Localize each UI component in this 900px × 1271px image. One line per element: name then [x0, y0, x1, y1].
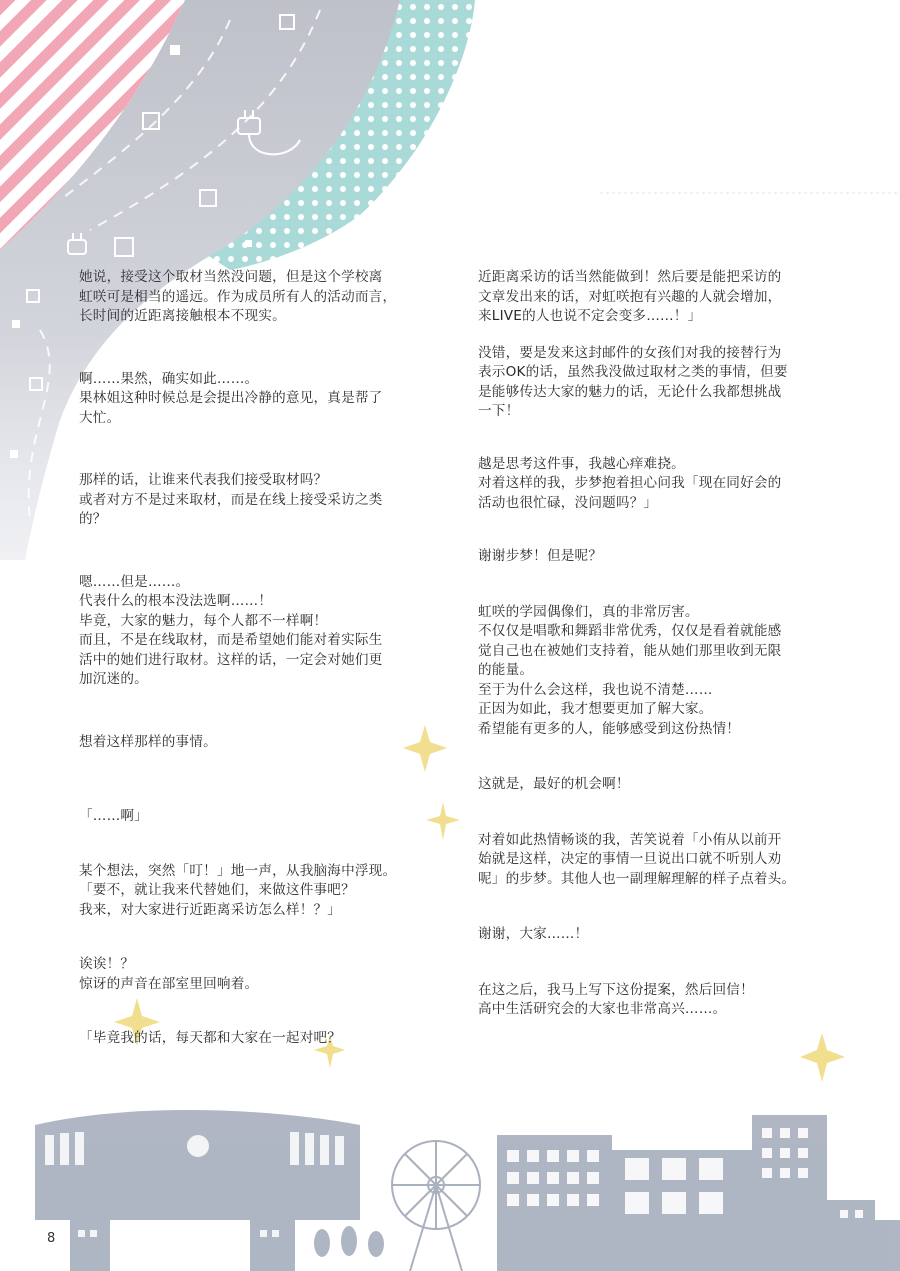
paragraph: 想着这样那样的事情。: [79, 733, 217, 750]
paragraph: 啊……果然，确实如此……。 果林姐这种时候总是会提出冷静的意见，真是帮了 大忙。: [79, 370, 383, 426]
paragraph: 越是思考这件事，我越心痒难挠。 对着这样的我，步梦抱着担心问我「现在同好会的 活动也很忙碌，没问题吗？」: [478, 455, 782, 511]
page-number: 8: [47, 1231, 56, 1246]
paragraph: 近距离采访的话当然能做到！然后要是能把采访的 文章发出来的话，对虹咲抱有兴趣的人就会增加， 来LIVE的人也说不定会变多……！」: [478, 269, 782, 324]
paragraph: 某个想法，突然「叮！」地一声，从我脑海中浮现。 「要不，就让我来代替她们，来做这件事吧？ 我来，对大家进行近距离采访怎么样！？」: [79, 862, 397, 918]
sparkle-icon: [426, 802, 460, 840]
paragraph: 「……啊」: [79, 808, 148, 824]
paragraph: 谢谢，大家……！: [478, 926, 589, 942]
paragraph: 诶诶！？ 惊讶的声音在部室里回响着。: [79, 956, 259, 992]
paragraph: 对着如此热情畅谈的我，苦笑说着「小侑从以前开 始就是这样，决定的事情一旦说出口就不听别人劝 呢」的步梦。其他人也一副理解理解的样子点着头。: [478, 831, 796, 887]
city-skyline-illustration: [0, 1100, 900, 1271]
paragraph: 谢谢步梦！但是呢？: [478, 548, 603, 564]
paragraph: 「毕竟我的话，每天都和大家在一起对吧？: [79, 1030, 342, 1046]
sparkle-icon: [800, 1033, 845, 1082]
paragraph: 没错，要是发来这封邮件的女孩们对我的接替行为 表示OK的话，虽然我没做过取材之类的事情，但要 是能够传达大家的魅力的话，无论什么我都想挑战 一下！: [478, 344, 788, 419]
paragraph: 虹咲的学园偶像们，真的非常厉害。 不仅仅是唱歌和舞蹈非常优秀，仅仅是看着就能感 觉自己也在被她们支持着，能从她们那里收到无限 的能量。 至于为什么会这样，我也说不清楚…… 正因为如此，我才想要更加了解大家。 希望能有更多的人，能够感受到这份热情！: [478, 603, 782, 737]
paragraph: 她说，接受这个取材当然没问题，但是这个学校离 虹咲可是相当的遥远。作为成员所有人的活动而言， 长时间的近距离接触根本不现实。: [79, 269, 397, 324]
right-text-column: [478, 268, 823, 1020]
paragraph: 这就是，最好的机会啊！: [478, 776, 630, 792]
paragraph: 在这之后，我马上写下这份提案，然后回信！ 高中生活研究会的大家也非常高兴……。: [478, 981, 754, 1017]
ferris-wheel-icon: [392, 1141, 480, 1271]
left-text-column: [79, 268, 424, 1049]
paragraph: 那样的话，让谁来代表我们接受取材吗？ 或者对方不是过来取材，而是在线上接受采访之类 的？: [79, 472, 383, 527]
paragraph: 嗯……但是……。 代表什么的根本没法选啊……！ 毕竟，大家的魅力，每个人都不一样啊！ 而且，不是在线取材，而是希望她们能对着实际生 活中的她们进行取材。这样的话，一定会对她们更 加沉迷的。: [79, 573, 383, 687]
